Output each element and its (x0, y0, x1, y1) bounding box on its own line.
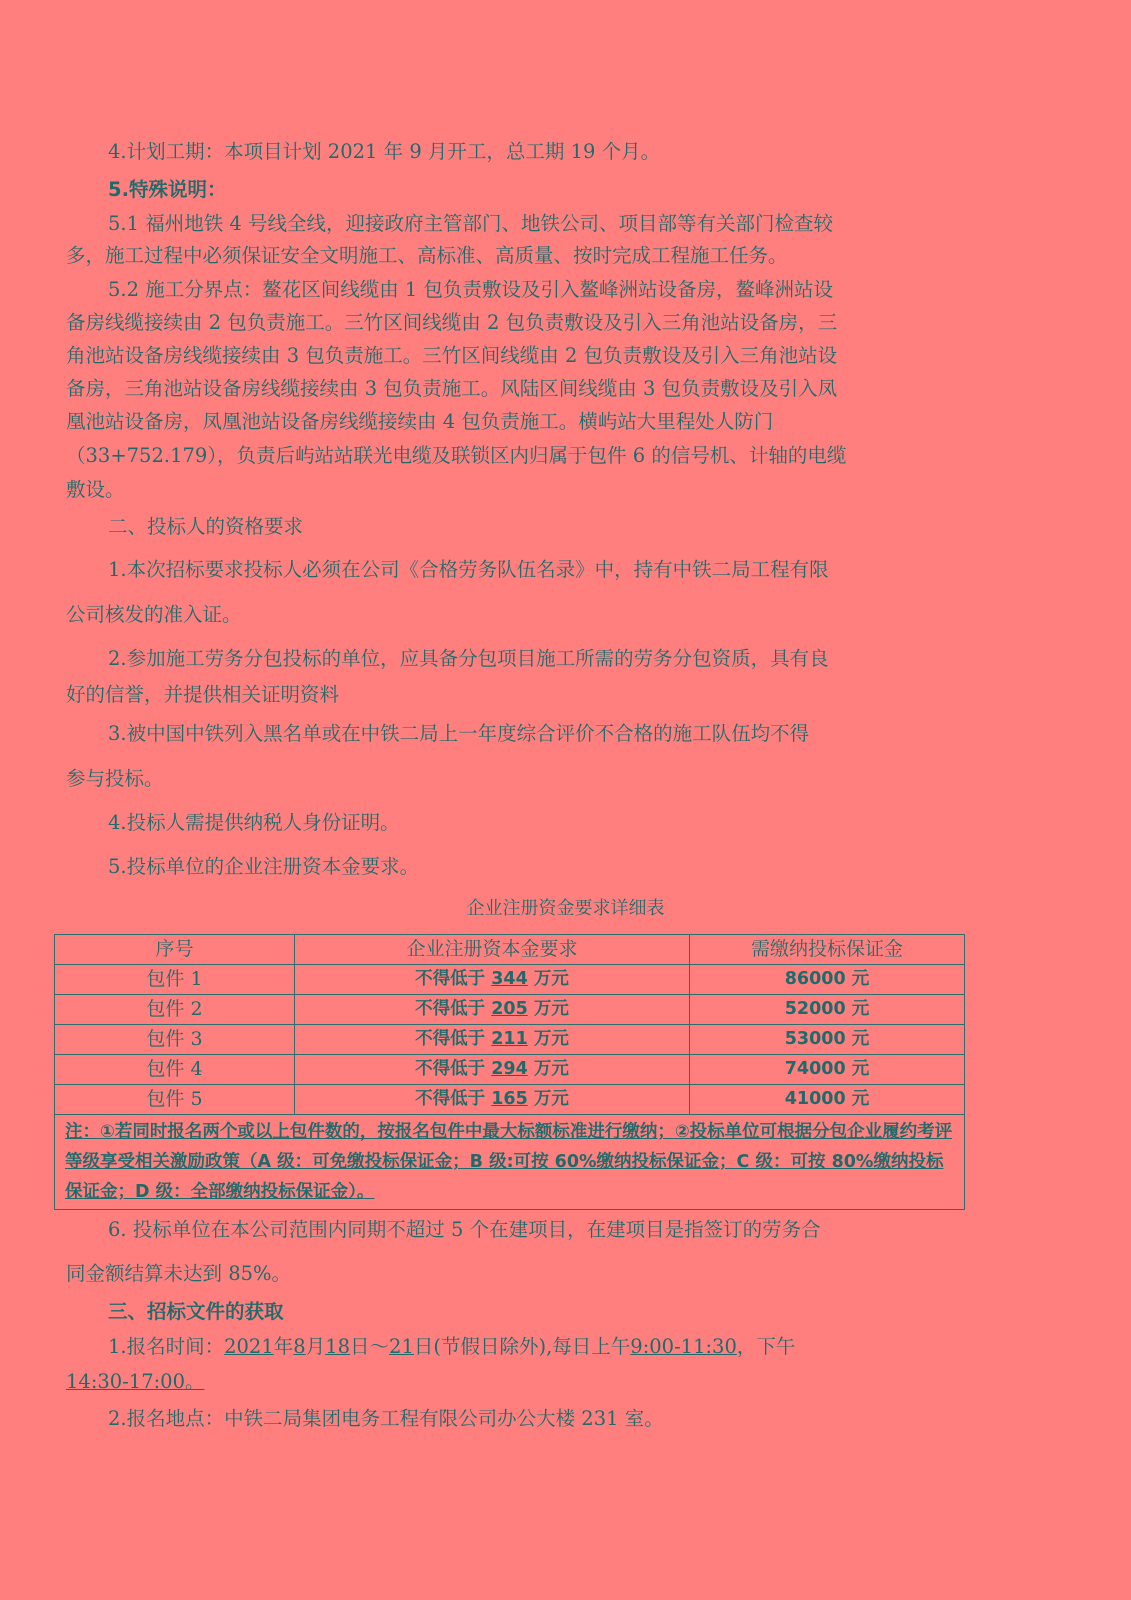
registration-time-line: 14:30-17:00。 (66, 1370, 205, 1393)
capital-cell: 不得低于 344 万元 (295, 965, 690, 995)
registration-time-line: 1.报名时间：2021年8月18日～21日(节假日除外),每日上午9:00-11:30，下午 (108, 1335, 796, 1358)
package-cell: 包件 3 (55, 1025, 295, 1055)
requirement-1-line: 公司核发的准入证。 (66, 603, 242, 626)
capital-cell: 不得低于 165 万元 (295, 1085, 690, 1115)
paragraph-5-2-line: 凰池站设备房，凤凰池站设备房线缆接续由 4 包负责施工。横屿站大里程处人防门 (66, 410, 774, 433)
paragraph-5-2-line: （33+752.179），负责后屿站站联光电缆及联锁区内归属于包件 6 的信号机、计轴的电缆 (66, 444, 847, 467)
table-row (55, 1085, 965, 1115)
requirement-6-line: 同金额结算未达到 85%。 (66, 1262, 292, 1285)
deposit-cell: 74000 元 (690, 1055, 965, 1085)
table-note-row (55, 1115, 965, 1210)
requirement-5: 5.投标单位的企业注册资本金要求。 (108, 855, 420, 878)
paragraph-5-2-line: 5.2 施工分界点：鳌花区间线缆由 1 包负责敷设及引入鳌峰洲站设备房，鳌峰洲站设 (108, 278, 834, 301)
capital-requirements-table (54, 934, 965, 1210)
table-row (55, 965, 965, 995)
requirement-3-line: 参与投标。 (66, 767, 164, 790)
requirement-1-line: 1.本次招标要求投标人必须在公司《合格劳务队伍名录》中，持有中铁二局工程有限 (108, 558, 829, 581)
package-cell: 包件 2 (55, 995, 295, 1025)
deposit-cell: 41000 元 (690, 1085, 965, 1115)
paragraph-5-1-line: 多，施工过程中必须保证安全文明施工、高标准、高质量、按时完成工程施工任务。 (66, 244, 788, 267)
section-3-heading: 三、招标文件的获取 (108, 1300, 284, 1323)
paragraph-5-2-line: 备房，三角池站设备房线缆接续由 3 包负责施工。风陆区间线缆由 3 包负责敷设及引入凤 (66, 377, 838, 400)
requirement-2-line: 2.参加施工劳务分包投标的单位，应具备分包项目施工所需的劳务分包资质，具有良 (108, 647, 829, 670)
requirement-3-line: 3.被中国中铁列入黑名单或在中铁二局上一年度综合评价不合格的施工队伍均不得 (108, 722, 810, 745)
header-index: 序号 (55, 935, 295, 965)
paragraph-5-1-line: 5.1 福州地铁 4 号线全线，迎接政府主管部门、地铁公司、项目部等有关部门检查较 (108, 212, 834, 235)
deposit-cell: 52000 元 (690, 995, 965, 1025)
header-deposit: 需缴纳投标保证金 (690, 935, 965, 965)
schedule-paragraph: 4.计划工期：本项目计划 2021 年 9 月开工，总工期 19 个月。 (108, 140, 661, 163)
package-cell: 包件 5 (55, 1085, 295, 1115)
paragraph-5-2-line: 备房线缆接续由 2 包负责施工。三竹区间线缆由 2 包负责敷设及引入三角池站设备房，三 (66, 311, 838, 334)
table-row (55, 1025, 965, 1055)
paragraph-5-2-line: 角池站设备房线缆接续由 3 包负责施工。三竹区间线缆由 2 包负责敷设及引入三角池站设 (66, 344, 838, 367)
requirement-6-line: 6. 投标单位在本公司范围内同期不超过 5 个在建项目，在建项目是指签订的劳务合 (108, 1218, 821, 1241)
capital-cell: 不得低于 211 万元 (295, 1025, 690, 1055)
table-row (55, 1055, 965, 1085)
table-header-row (55, 935, 965, 965)
special-notes-heading: 5.特殊说明： (108, 178, 227, 201)
table-row (55, 995, 965, 1025)
deposit-cell: 86000 元 (690, 965, 965, 995)
deposit-cell: 53000 元 (690, 1025, 965, 1055)
paragraph-5-2-line: 敷设。 (66, 478, 125, 501)
header-capital: 企业注册资本金要求 (295, 935, 690, 965)
section-2-heading: 二、投标人的资格要求 (108, 515, 304, 538)
requirement-4: 4.投标人需提供纳税人身份证明。 (108, 811, 400, 834)
table-caption: 企业注册资金要求详细表 (466, 898, 665, 919)
capital-cell: 不得低于 205 万元 (295, 995, 690, 1025)
table-note: 注：①若同时报名两个或以上包件数的，按报名包件中最大标额标准进行缴纳；②投标单位可根据分包企业履约考评等级享受相关激励政策（A 级：可免缴投标保证金；B 级:可按 60%缴纳投标保证金；C 级：可按 80%缴纳投标保证金；D 级：全部缴纳投标保证金）。 (55, 1115, 965, 1210)
requirement-2-line: 好的信誉，并提供相关证明资料 (66, 683, 340, 706)
package-cell: 包件 4 (55, 1055, 295, 1085)
package-cell: 包件 1 (55, 965, 295, 995)
capital-cell: 不得低于 294 万元 (295, 1055, 690, 1085)
registration-place: 2.报名地点：中铁二局集团电务工程有限公司办公大楼 231 室。 (108, 1407, 664, 1430)
